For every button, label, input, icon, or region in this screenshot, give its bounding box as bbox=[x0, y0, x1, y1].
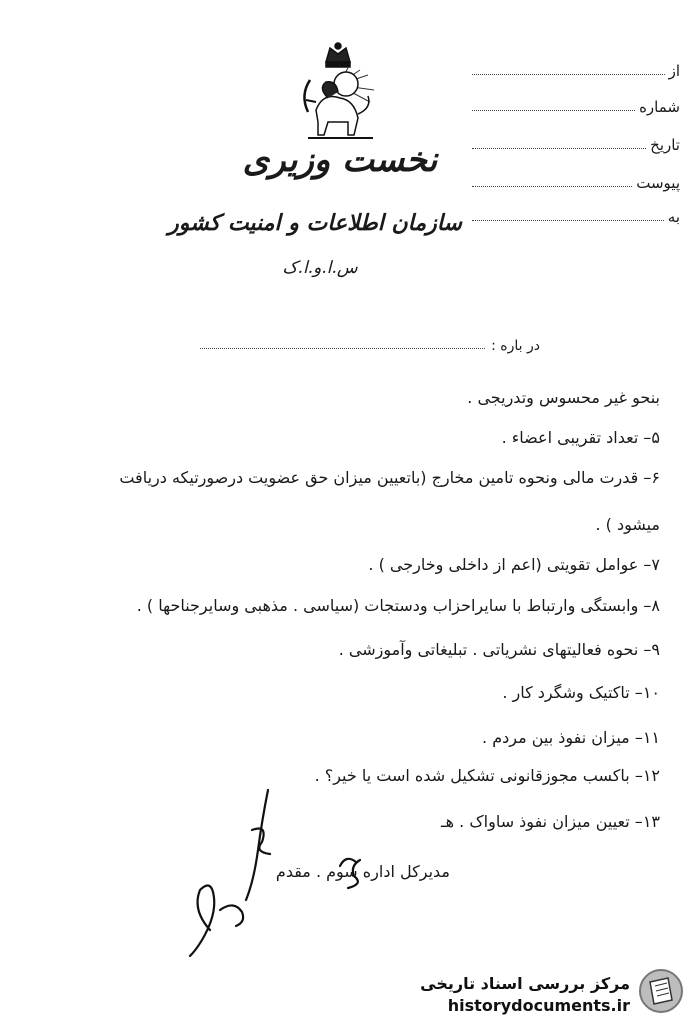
watermark-name: مرکز بررسی اسناد تاریخی bbox=[420, 974, 630, 993]
field-to-label: به bbox=[667, 208, 680, 226]
body-line: ۱۱– میزان نفوذ بین مردم . bbox=[482, 728, 660, 747]
watermark bbox=[420, 966, 690, 1018]
body-line: ۷– عوامل تقویتی (اعم از داخلی وخارجی ) . bbox=[368, 555, 660, 574]
body-line: بنحو غیر محسوس وتدریجی . bbox=[467, 388, 660, 407]
body-line: ۹– نحوه فعالیتهای نشریاتی . تبلیغاتی وآموزشی . bbox=[338, 640, 660, 659]
document-logo-icon bbox=[636, 968, 686, 1014]
body-line: ۱۰– تاکتیک وشگرد کار . bbox=[502, 683, 660, 702]
organization-name: سازمان اطلاعات و امنیت کشور bbox=[168, 210, 462, 236]
body-line: ۵– تعداد تقریبی اعضاء . bbox=[501, 428, 660, 447]
signoff-text: مدیرکل اداره سوم . مقدم bbox=[275, 862, 450, 881]
field-attachment-line bbox=[472, 185, 632, 187]
watermark-url: historydocuments.ir bbox=[447, 996, 630, 1015]
field-number bbox=[470, 92, 680, 116]
organization-abbreviation: س.ا.و.ا.ک bbox=[282, 258, 358, 278]
field-from-line bbox=[472, 73, 665, 75]
body-line: ۱۳– تعیین میزان نفوذ ساواک . هـ bbox=[440, 812, 660, 831]
field-date-label: تاریخ bbox=[650, 136, 680, 154]
field-to bbox=[470, 202, 680, 226]
field-regarding bbox=[200, 332, 540, 354]
field-attachment bbox=[470, 168, 680, 192]
field-number-label: شماره bbox=[639, 98, 680, 116]
body-line: ۱۲– باکسب مجوزقانونی تشکیل شده است یا خیر؟ . bbox=[314, 766, 660, 785]
field-regarding-label: در باره : bbox=[491, 338, 540, 354]
field-regarding-line bbox=[200, 348, 485, 349]
field-number-line bbox=[472, 109, 635, 111]
field-from-label: از bbox=[668, 62, 680, 80]
lion-and-sun-emblem-icon bbox=[288, 40, 388, 145]
field-attachment-label: پیوست bbox=[636, 174, 680, 192]
field-from bbox=[470, 56, 680, 80]
body-line: ۸– وابستگی وارتباط با سایراحزاب ودستجات (سیاسی . مذهبی وسایرجناحها ) . bbox=[136, 596, 660, 615]
page-title: نخست وزیری bbox=[242, 140, 438, 180]
field-date-line bbox=[472, 147, 646, 149]
field-to-line bbox=[472, 219, 664, 221]
field-date bbox=[470, 130, 680, 154]
body-line: میشود ) . bbox=[595, 515, 660, 534]
body-line: ۶– قدرت مالی ونحوه تامین مخارج (باتعیین میزان حق عضویت درصورتیکه دریافت bbox=[119, 468, 660, 487]
